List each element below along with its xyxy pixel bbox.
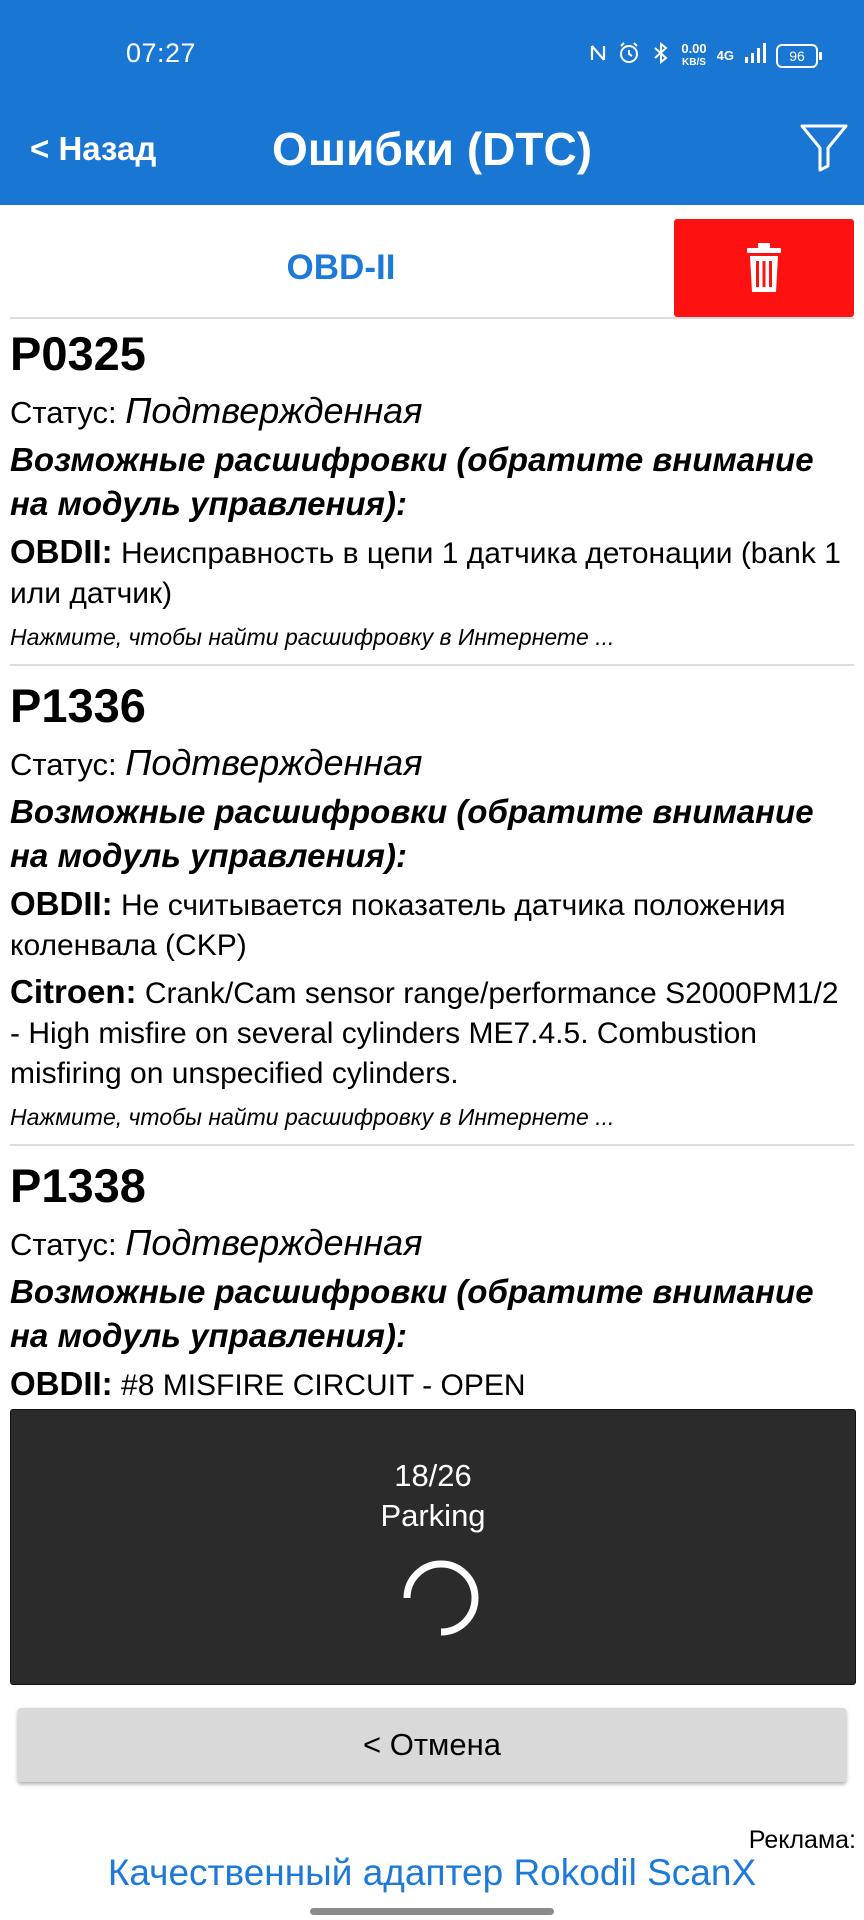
filter-button[interactable] [798, 120, 850, 174]
possible-decodes-label: Возможные расшифровки (обратите внимание на модуль управления): [10, 441, 814, 522]
progress-step: Parking [380, 1498, 486, 1533]
status-label: Статус: [10, 395, 117, 430]
page-title: Ошибки (DTC) [271, 123, 593, 175]
progress-dialog [10, 1409, 856, 1685]
tab-obd-ii[interactable]: OBD-II [286, 248, 396, 287]
decode-source: OBDII: [10, 533, 113, 570]
search-online-hint[interactable]: Нажмите, чтобы найти расшифровку в Интернете ... [10, 1104, 615, 1130]
nfc-icon [589, 42, 607, 70]
dtc-item[interactable] [10, 324, 854, 666]
filter-icon [798, 120, 850, 174]
dtc-status [10, 742, 854, 786]
decode-source: Citroen: [10, 973, 137, 1010]
decode-entry [10, 532, 854, 614]
decode-entry [10, 1364, 854, 1406]
ad-link[interactable]: Качественный адаптер Rokodil ScanX [107, 1852, 757, 1893]
net-speed [681, 43, 706, 69]
decode-text: #8 MISFIRE CIRCUIT - OPEN [121, 1369, 526, 1402]
loading-spinner-icon [399, 1556, 483, 1640]
ad-label: Реклама: [748, 1826, 856, 1854]
dtc-status [10, 1222, 854, 1266]
bluetooth-icon [651, 41, 671, 71]
signal-icon [744, 42, 766, 70]
status-label: Статус: [10, 747, 117, 782]
back-button[interactable]: < Назад [30, 130, 157, 167]
decode-text: Не считывается показатель датчика положения коленвала (CKP) [10, 889, 786, 962]
progress-count: 18/26 [394, 1458, 472, 1493]
status-value: Подтвержденная [125, 390, 423, 431]
divider [10, 317, 854, 319]
possible-decodes-label: Возможные расшифровки (обратите внимание на модуль управления): [10, 793, 814, 874]
status-value: Подтвержденная [125, 742, 423, 783]
dtc-status [10, 390, 854, 434]
dtc-code: P1338 [10, 1159, 146, 1212]
decode-entry [10, 884, 854, 966]
battery-icon: 96 [776, 44, 818, 68]
status-icons [589, 40, 818, 72]
decode-entry [10, 972, 854, 1094]
decode-source: OBDII: [10, 885, 113, 922]
alarm-icon [617, 41, 641, 71]
home-indicator[interactable] [310, 1908, 554, 1915]
network-type: 4G [716, 48, 734, 63]
module-tabs [10, 219, 854, 317]
decode-text: Неисправность в цепи 1 датчика детонации (bank 1 или датчик) [10, 537, 841, 610]
status-label: Статус: [10, 1227, 117, 1262]
app-header [0, 0, 864, 205]
net-speed-unit: KB/S [682, 57, 706, 68]
decode-text: Crank/Cam sensor range/performance S2000PM1/2 - High misfire on several cylinders ME7.4.5. Combustion misfiring on unspecified cylinders. [10, 977, 839, 1090]
status-time: 07:27 [126, 38, 197, 68]
search-online-hint[interactable]: Нажмите, чтобы найти расшифровку в Интернете ... [10, 624, 615, 650]
net-speed-value: 0.00 [681, 41, 707, 56]
status-value: Подтвержденная [125, 1222, 423, 1263]
delete-button[interactable] [674, 219, 854, 317]
cancel-button[interactable]: < Отмена [18, 1708, 846, 1782]
trash-icon [746, 242, 782, 294]
dtc-item[interactable] [10, 676, 854, 1146]
possible-decodes-label: Возможные расшифровки (обратите внимание на модуль управления): [10, 1273, 814, 1354]
dtc-code: P1336 [10, 679, 146, 732]
dtc-item[interactable] [10, 1156, 854, 1416]
dtc-list [10, 322, 854, 1426]
decode-source: OBDII: [10, 1365, 113, 1402]
dtc-code: P0325 [10, 327, 146, 380]
